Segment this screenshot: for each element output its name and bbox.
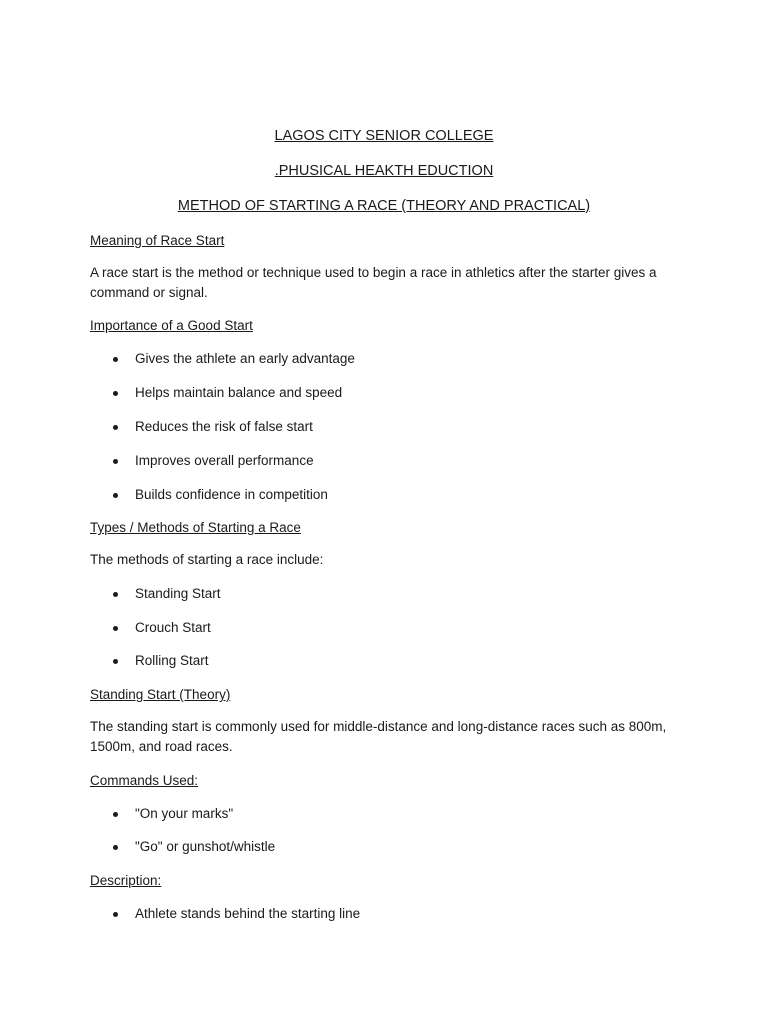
meaning-paragraph: A race start is the method or technique used to begin a race in athletics after the starter gives a command or signal. [90, 265, 657, 300]
list-item-text: Helps maintain balance and speed [135, 385, 343, 400]
bullet-icon [113, 659, 118, 664]
section-heading-commands: Commands Used: [90, 773, 199, 788]
topic-title: METHOD OF STARTING A RACE (THEORY AND PRACTICAL) [177, 198, 591, 214]
section-heading-description: Description: [90, 873, 162, 888]
list-item-text: Improves overall performance [135, 453, 314, 468]
bullet-icon [113, 493, 118, 498]
list-item-text: Builds confidence in competition [135, 487, 328, 502]
bullet-icon [113, 845, 118, 850]
section-heading-types: Types / Methods of Starting a Race [90, 520, 301, 535]
list-item-text: "On your marks" [135, 806, 234, 821]
section-heading-importance: Importance of a Good Start [90, 318, 253, 333]
subject-title: .PHUSICAL HEAKTH EDUCTION [274, 163, 494, 179]
list-item-text: Athlete stands behind the starting line [135, 906, 361, 921]
bullet-icon [113, 425, 118, 430]
list-item-text: Rolling Start [135, 653, 209, 668]
bullet-icon [113, 812, 118, 817]
list-item-text: Crouch Start [135, 620, 211, 635]
school-title: LAGOS CITY SENIOR COLLEGE [274, 128, 494, 144]
bullet-icon [113, 912, 118, 917]
list-item-text: "Go" or gunshot/whistle [135, 839, 276, 854]
bullet-icon [113, 626, 118, 631]
bullet-icon [113, 592, 118, 597]
list-item-text: Reduces the risk of false start [135, 419, 313, 434]
section-heading-standing: Standing Start (Theory) [90, 687, 231, 702]
bullet-icon [113, 357, 118, 362]
types-intro: The methods of starting a race include: [90, 552, 324, 567]
standing-paragraph: The standing start is commonly used for middle-distance and long-distance races such as 800m, 1500m, and road races. [90, 719, 667, 754]
section-heading-meaning: Meaning of Race Start [90, 233, 225, 248]
list-item-text: Gives the athlete an early advantage [135, 351, 355, 366]
list-item-text: Standing Start [135, 586, 221, 601]
bullet-icon [113, 459, 118, 464]
bullet-icon [113, 391, 118, 396]
